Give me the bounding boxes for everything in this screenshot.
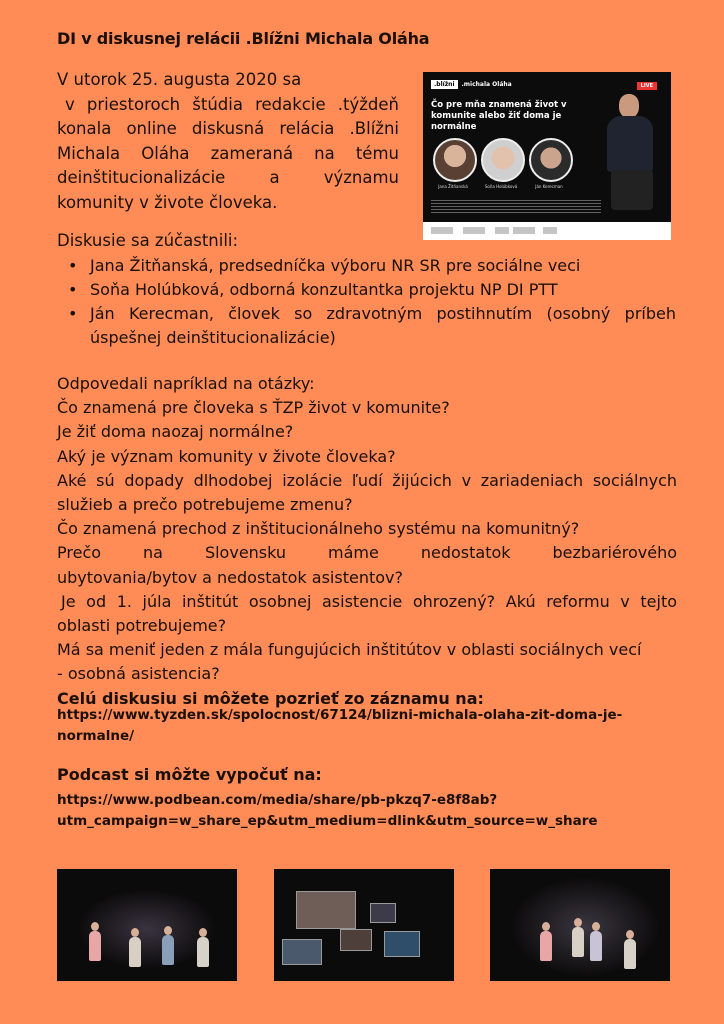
intro-line: komunity v živote človeka. (57, 192, 278, 212)
list-item: • Soňa Holúbková, odborná konzultantka projektu NP DI PTT (68, 278, 676, 302)
guest-portrait-icon (481, 138, 525, 182)
link-line[interactable]: https://www.podbean.com/media/share/pb-pkzq7-e8f8ab? (57, 792, 498, 808)
link-line[interactable]: normalne/ (57, 728, 135, 744)
questions-line: ubytovania/bytov a nedostatok asistentov? (57, 567, 403, 587)
questions-line: Aké sú dopady dlhodobej izolácie ľudí žijúcich v zariadeniach sociálnych (57, 470, 677, 490)
participants-heading: Diskusie sa zúčastnili: (57, 231, 239, 250)
host-figure-icon (595, 90, 665, 210)
sponsor-logos-strip (423, 222, 671, 240)
page-title: DI v diskusnej relácii .Blížni Michala Oláha (57, 29, 430, 48)
thumbnail-fine-print (431, 200, 601, 214)
questions-line: oblasti potrebujeme? (57, 616, 227, 636)
guest-portrait-icon (433, 138, 477, 182)
intro-line: deinštitucionalizácie a významu (57, 168, 399, 187)
link-line[interactable]: https://www.tyzden.sk/spolocnost/67124/blizni-michala-olaha-zit-doma-je- (57, 707, 623, 723)
podcast-heading: Podcast si môžte vypočuť na: (57, 765, 322, 784)
podcast-link[interactable] (57, 790, 598, 832)
intro-line: konala online diskusná relácia .Blížni (57, 119, 399, 138)
questions-line: Je žiť doma naozaj normálne? (57, 422, 294, 442)
intro-line: v priestoroch štúdia redakcie .týždeň (65, 94, 399, 114)
thumbnail-brand: .blížni .michala Oláha (431, 80, 512, 89)
intro-paragraph (57, 68, 399, 215)
intro-line: V utorok 25. augusta 2020 sa (57, 70, 302, 89)
discussion-thumbnail[interactable] (423, 72, 671, 240)
studio-photo (490, 869, 670, 981)
participants-list (68, 254, 676, 350)
questions-line: služieb a prečo potrebujeme zmenu? (57, 495, 353, 515)
recording-link[interactable] (57, 705, 622, 747)
thumbnail-title: Čo pre mňa znamená život v komunite alebo žiť doma je normálne (431, 100, 567, 132)
studio-photo (57, 869, 237, 981)
list-item: • Ján Kerecman, človek so zdravotným postihnutím (osobný príbeh úspešnej deinštitucionalizácie) (68, 302, 676, 350)
questions-line: Má sa meniť jeden z mála fungujúcich inštitútov v oblasti sociálnych vecí (57, 640, 642, 660)
guest-name: Jana Žitňanská (438, 184, 468, 189)
questions-line: Aký je význam komunity v živote človeka? (57, 446, 396, 466)
guest-portrait-icon (529, 138, 573, 182)
live-badge: LIVE (637, 82, 657, 90)
recording-heading: Celú diskusiu si môžete pozrieť zo záznamu na: (57, 688, 484, 708)
questions-line: - osobná asistencia? (57, 664, 220, 684)
list-item: • Jana Žitňanská, predsedníčka výboru NR SR pre sociálne veci (68, 254, 676, 278)
studio-photo (274, 869, 454, 981)
questions-line: Prečo na Slovensku máme nedostatok bezbariérového (57, 543, 677, 563)
link-line[interactable]: utm_campaign=w_share_ep&utm_medium=dlink&utm_source=w_share (57, 813, 598, 829)
questions-line: Čo znamená pre človeka s ŤZP život v komunite? (57, 398, 450, 418)
intro-line: Michala Oláha zameraná na tému (57, 143, 399, 163)
questions-block (57, 372, 677, 711)
questions-line: Je od 1. júla inštitút osobnej asistencie ohrozený? Akú reformu v tejto (61, 591, 677, 611)
questions-line: Čo znamená prechod z inštitucionálneho systému na komunitný? (57, 519, 580, 539)
guest-name: Ján Kerecman (535, 184, 563, 189)
guest-name: Soňa Holúbková (484, 184, 518, 189)
questions-line: Odpovedali napríklad na otázky: (57, 374, 315, 393)
